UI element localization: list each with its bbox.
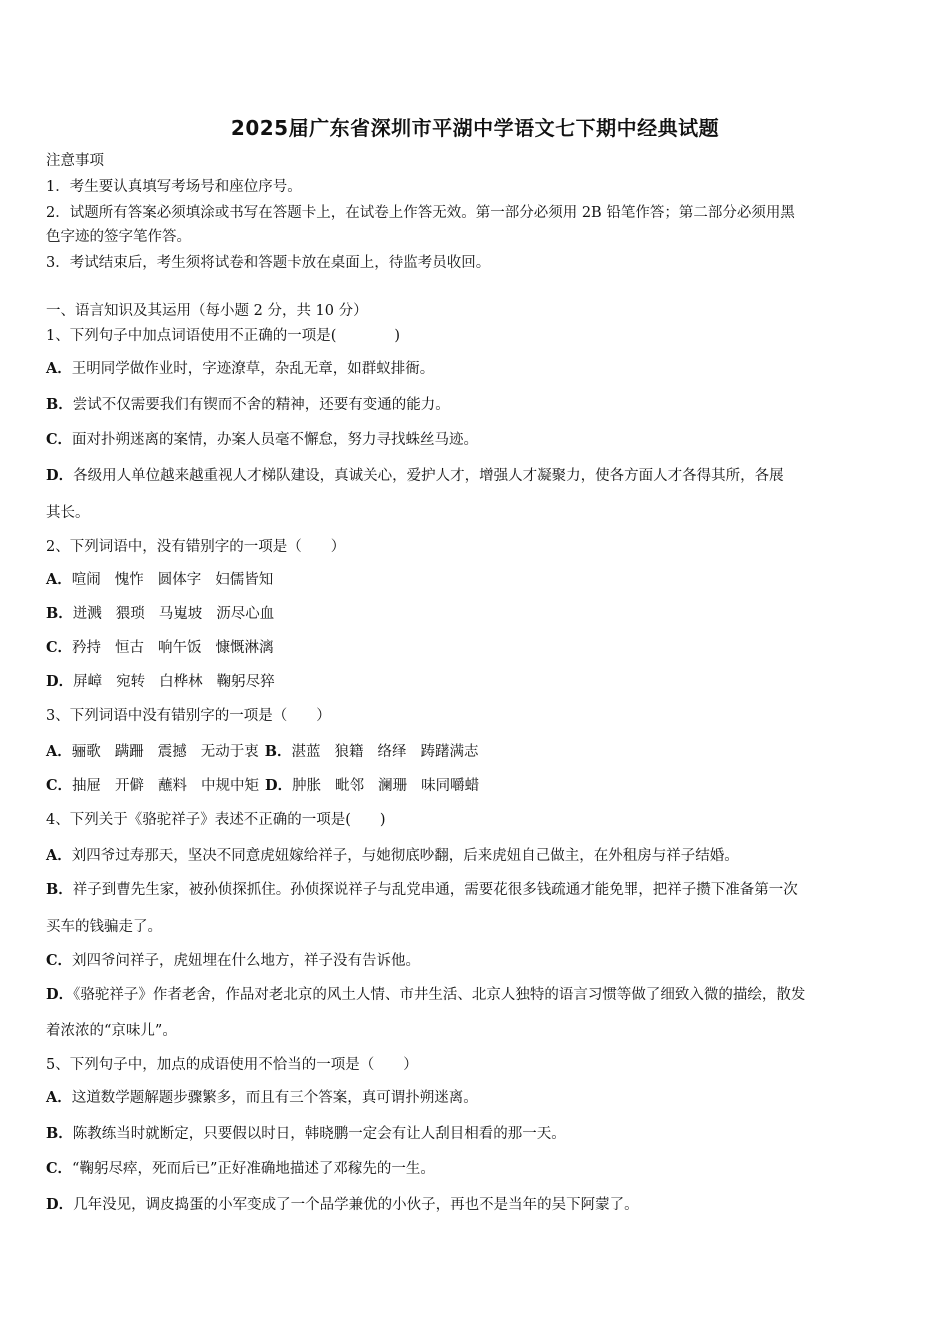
word: 蘸料 bbox=[158, 778, 188, 794]
option-text: 祥子到曹先生家，被孙侦探抓住。孙侦探说祥子与乱党串通，需要花很多钱疏通才能免罪，把祥子攒下准备第一次 bbox=[72, 882, 798, 898]
option-label: D． bbox=[46, 1196, 74, 1213]
option-label: B． bbox=[46, 1125, 73, 1142]
notice-heading: 注意事项 bbox=[46, 153, 104, 169]
notice-item-3: 3．考试结束后，考生须将试卷和答题卡放在桌面上，待监考员收回。 bbox=[46, 255, 491, 271]
option-label: A． bbox=[46, 360, 72, 377]
word: 无动于衷 bbox=[200, 744, 259, 760]
word: 宛转 bbox=[116, 674, 146, 690]
option-label: D． bbox=[46, 467, 74, 484]
word: 狼籍 bbox=[334, 744, 364, 760]
option-label: C． bbox=[46, 1160, 73, 1177]
word: 矜持 bbox=[72, 640, 102, 656]
option-text: 各级用人单位越来越重视人才梯队建设，真诚关心，爱护人才，增强人才凝聚力，使各方面人才各得其所，各展 bbox=[73, 468, 784, 484]
question-3-options-cd bbox=[46, 776, 479, 796]
word: 震撼 bbox=[157, 744, 187, 760]
notice-item-2: 2．试题所有答案必须填涂或书写在答题卡上，在试卷上作答无效。第一部分必须用 2B 铅笔作答；第二部分必须用黑 bbox=[46, 205, 795, 221]
word: 慷慨淋漓 bbox=[215, 640, 274, 656]
question-4-option-d bbox=[46, 985, 805, 1005]
question-1-option-d-cont: 其长。 bbox=[46, 505, 90, 521]
option-label: D． bbox=[46, 673, 74, 690]
word: 中规中矩 bbox=[201, 778, 260, 794]
question-4-option-c bbox=[46, 951, 420, 971]
option-label: D． bbox=[46, 986, 74, 1003]
word: 迸溅 bbox=[72, 606, 102, 622]
option-label: A． bbox=[46, 571, 72, 588]
word: 毗邻 bbox=[335, 778, 365, 794]
option-label: B． bbox=[46, 881, 73, 898]
section-heading: 一、语言知识及其运用（每小题 2 分，共 10 分） bbox=[46, 303, 368, 319]
option-label: C． bbox=[46, 777, 73, 794]
word: 开僻 bbox=[115, 778, 145, 794]
notice-item-1: 1．考生要认真填写考场号和座位序号。 bbox=[46, 179, 302, 195]
question-4-option-b-cont: 买车的钱骗走了。 bbox=[46, 919, 162, 935]
question-1-stem: 1、下列句子中加点词语使用不正确的一项是( ) bbox=[46, 328, 401, 344]
word: 湛蓝 bbox=[291, 744, 321, 760]
word: 愧怍 bbox=[114, 572, 144, 588]
option-text: 陈教练当时就断定，只要假以时日，韩晓鹏一定会有让人刮目相看的那一天。 bbox=[72, 1126, 566, 1142]
word: 恒古 bbox=[115, 640, 145, 656]
word: 圆体字 bbox=[157, 572, 202, 588]
option-text: 刘四爷过寿那天，坚决不同意虎妞嫁给祥子，与她彻底吵翻，后来虎妞自己做主，在外租房与祥子结婚。 bbox=[71, 848, 739, 864]
word: 踌躇满志 bbox=[420, 744, 479, 760]
word: 鞠躬尽猝 bbox=[216, 674, 275, 690]
notice-item-2-cont: 色字迹的签字笔作答。 bbox=[46, 229, 191, 245]
word: 抽屉 bbox=[72, 778, 102, 794]
question-4-stem: 4、下列关于《骆驼祥子》表述不正确的一项是( ) bbox=[46, 812, 386, 828]
option-label: A． bbox=[46, 1089, 72, 1106]
page-title: 2025届广东省深圳市平湖中学语文七下期中经典试题 bbox=[230, 116, 720, 140]
option-label: D． bbox=[265, 777, 293, 794]
option-text: 尝试不仅需要我们有锲而不舍的精神，还要有变通的能力。 bbox=[72, 397, 450, 413]
question-3-stem: 3、下列词语中没有错别字的一项是（ ） bbox=[46, 708, 331, 724]
question-1-option-c bbox=[46, 430, 478, 450]
word: 白桦林 bbox=[159, 674, 203, 690]
option-label: C． bbox=[46, 952, 73, 969]
question-2-stem: 2、下列词语中，没有错别字的一项是（ ） bbox=[46, 539, 346, 555]
question-4-option-a bbox=[46, 846, 739, 866]
option-text: 几年没见，调皮捣蛋的小军变成了一个品学兼优的小伙子，再也不是当年的吴下阿蒙了。 bbox=[73, 1197, 639, 1213]
question-5-option-d bbox=[46, 1195, 639, 1215]
question-4-option-d-cont: 着浓浓的“京味儿”。 bbox=[46, 1023, 177, 1039]
question-2-option-a bbox=[46, 570, 273, 590]
question-5-option-a bbox=[46, 1088, 478, 1108]
question-4-option-b bbox=[46, 880, 798, 900]
option-label: C． bbox=[46, 639, 73, 656]
question-2-option-d bbox=[46, 672, 275, 692]
word: 蹒跚 bbox=[114, 744, 144, 760]
question-1-option-d bbox=[46, 466, 784, 486]
word: 沥尽心血 bbox=[216, 606, 275, 622]
option-text: 这道数学题解题步骤繁多，而且有三个答案，真可谓扑朔迷离。 bbox=[71, 1090, 478, 1106]
question-3-options-ab bbox=[46, 742, 479, 762]
option-label: B． bbox=[46, 396, 73, 413]
question-5-stem: 5、下列句子中，加点的成语使用不恰当的一项是（ ） bbox=[46, 1057, 418, 1073]
word: 味同嚼蜡 bbox=[421, 778, 480, 794]
question-1-option-b bbox=[46, 395, 450, 415]
word: 络绎 bbox=[377, 744, 407, 760]
option-text: 《骆驼祥子》作者老舍，作品对老北京的风土人情、市井生活、北京人独特的语言习惯等做了细致入微的描绘，散发 bbox=[73, 987, 806, 1003]
word: 响午饭 bbox=[158, 640, 202, 656]
word: 屏嶂 bbox=[73, 674, 103, 690]
option-text: “鞠躬尽瘁，死而后已”正好准确地描述了邓稼先的一生。 bbox=[72, 1161, 435, 1177]
question-2-option-c bbox=[46, 638, 274, 658]
question-5-option-c bbox=[46, 1159, 435, 1179]
option-label: C． bbox=[46, 431, 73, 448]
option-label: B． bbox=[46, 605, 73, 622]
word: 肿胀 bbox=[292, 778, 322, 794]
question-5-option-b bbox=[46, 1124, 566, 1144]
option-label: A． bbox=[46, 743, 72, 760]
option-label: A． bbox=[46, 847, 72, 864]
word: 骊歌 bbox=[71, 744, 101, 760]
option-text: 王明同学做作业时，字迹潦草，杂乱无章，如群蚁排衙。 bbox=[71, 361, 435, 377]
word: 澜珊 bbox=[378, 778, 408, 794]
option-label: B． bbox=[264, 743, 292, 760]
word: 妇儒皆知 bbox=[215, 572, 274, 588]
question-1-option-a bbox=[46, 359, 434, 379]
option-text: 刘四爷问祥子，虎妞埋在什么地方，祥子没有告诉他。 bbox=[72, 953, 421, 969]
question-2-option-b bbox=[46, 604, 274, 624]
word: 喧闹 bbox=[71, 572, 101, 588]
option-text: 面对扑朔迷离的案情，办案人员毫不懈怠，努力寻找蛛丝马迹。 bbox=[72, 432, 479, 448]
word: 马嵬坡 bbox=[158, 606, 203, 622]
word: 猥琐 bbox=[115, 606, 145, 622]
